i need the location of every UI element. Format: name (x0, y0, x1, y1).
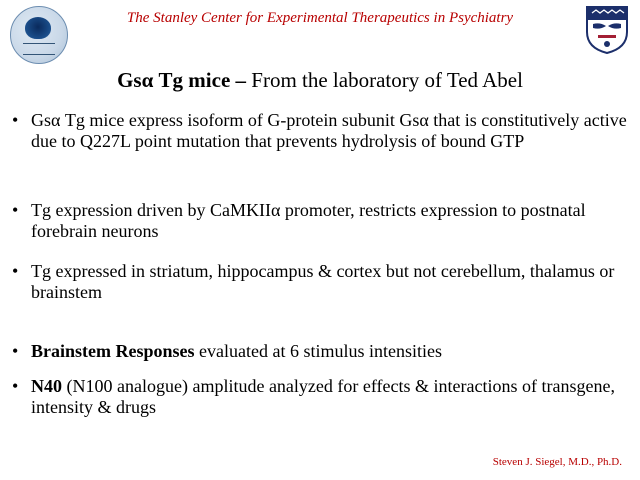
slide-title-rest: From the laboratory of Ted Abel (246, 68, 523, 92)
bullet-marker: • (12, 200, 19, 220)
header-title: The Stanley Center for Experimental Therapeutics in Psychiatry (126, 10, 514, 26)
footer-author: Steven J. Siegel, M.D., Ph.D. (492, 456, 622, 468)
bullet-marker: • (12, 261, 19, 281)
bullet-text: Gsα Tg mice express isoform of G-protein subunit Gsα that is constitutively active due to Q227L point mutation that prevents hydrolysis of bound GTP (31, 110, 627, 151)
bullet-text: (N100 analogue) amplitude analyzed for effects & interactions of transgene, intensity & drugs (31, 376, 615, 417)
bullet-marker: • (12, 110, 19, 130)
bullet-bold: N40 (31, 376, 62, 396)
bullet-marker: • (12, 341, 19, 361)
logo-caption-lines (23, 43, 55, 55)
slide-title (0, 68, 640, 93)
university-shield-logo (584, 4, 630, 54)
bullet-marker: • (12, 376, 19, 396)
slide-title-bold: Gsα Tg mice – (117, 68, 247, 92)
bullet-text: evaluated at 6 stimulus intensities (194, 341, 442, 361)
bullet-bold: Brainstem Responses (31, 341, 195, 361)
bullet-text: Tg expressed in striatum, hippocampus & cortex but not cerebellum, thalamus or brainstem (31, 261, 615, 302)
bullet-text: Tg expression driven by CaMKIIα promoter, restricts expression to postnatal forebrain neurons (31, 200, 586, 241)
